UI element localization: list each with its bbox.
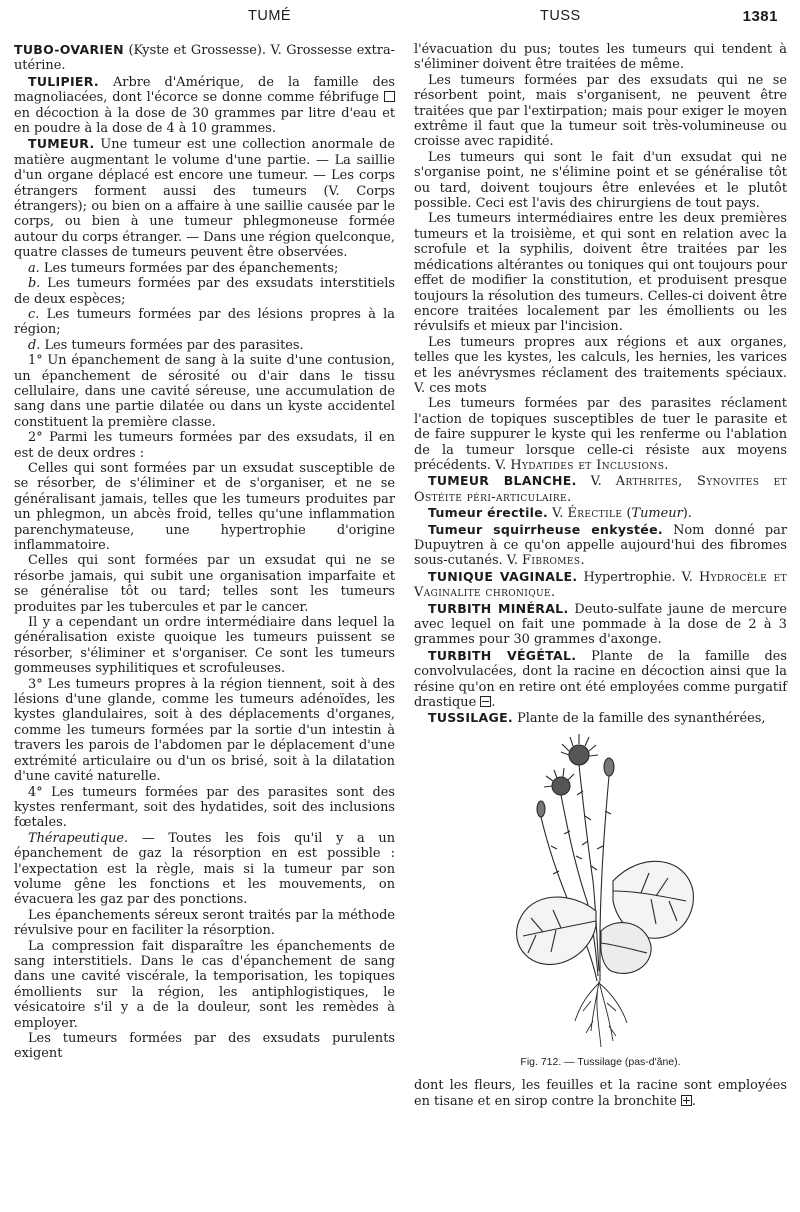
figure-tussilage <box>414 731 787 1070</box>
paragraph-final: dont les fleurs, les feuilles et la racine sont employées en tisane et en sirop contre la bronchite . <box>414 1078 787 1109</box>
entry-tussilage: TUSSILAGE. Plante de la famille des synanthérées, <box>428 710 766 727</box>
paragraph-parasites: Les tumeurs formées par des parasites réclament l'action de topiques susceptibles de tuer le parasite et de faire suppurer le kyste qui les renferme ou l'ablation de la tumeur lorsque celle-ci résiste aux moyens précédents. V. Hydatides et Inclusions. <box>414 396 787 473</box>
plus-square-symbol-icon <box>681 1095 692 1106</box>
class-d: d. Les tumeurs formées par des parasites. <box>28 337 304 353</box>
headword: Tumeur squirrheuse enkystée. <box>428 521 663 537</box>
paragraph-3: 3° Les tumeurs propres à la région tiennent, soit à des lésions d'une glande, comme les tumeurs adénoïdes, les kystes glandulaires, soit à des déplacements d'organes, comme les tumeurs formées par la sortie d'un intestin à travers les parois de l'abdomen par le déplacement d'une extrémité articulaire ou d'un os brisé, soit à la dilatation d'une cavité naturelle. <box>14 676 395 785</box>
paragraph-continued: l'évacuation du pus; toutes les tumeurs qui tendent à s'éliminer doivent être traitées de même. <box>414 42 787 73</box>
minus-square-symbol-icon <box>480 696 491 707</box>
entry-tumeur-erectile: Tumeur érectile. V. Érectile (Tumeur). <box>428 505 692 522</box>
entry-turbith-mineral: TURBITH MINÉRAL. Deuto-sulfate jaune de mercure avec lequel on fait une pommade à la dose de 2 à 3 grammes pour 30 grammes d'axonge. <box>414 600 787 648</box>
square-symbol-icon <box>384 91 395 102</box>
entry-tumeur-blanche: TUMEUR BLANCHE. V. Arthrites, Synovites et Ostéite péri-articulaire. <box>414 473 787 505</box>
entry-tulipier: TULIPIER. Arbre d'Amérique, de la famille des magnoliacées, dont l'écorce se donne comme fébrifuge en décoction à la dose de 30 grammes par litre d'eau et en poudre à la dose de 4 à 10 grammes. <box>14 73 395 137</box>
headword: TUSSILAGE. <box>428 710 513 726</box>
entry-tunique-vaginale: TUNIQUE VAGINALE. Hypertrophie. V. Hydrocèle et Vaginalite chronique. <box>414 568 787 601</box>
class-c: c. Les tumeurs formées par des lésions propres à la région; <box>14 306 395 338</box>
headword: TURBITH VÉGÉTAL. <box>428 647 577 663</box>
paragraph-exsudat: Les tumeurs qui sont le fait d'un exsudat qui ne s'organise point, ne s'élimine point et se généralise tôt ou tard, doivent toujours être enlevées et le plutôt possible. Ceci est l'avis des chirurgiens de tout pays. <box>414 149 787 212</box>
paragraph-2b: Celles qui sont formées par un exsudat qui ne se résorbe jamais, qui subit une organisation imparfaite et se généralise tôt ou tard; telles sont les tumeurs produites par les tubercules et par le cancer. <box>14 553 395 615</box>
therapeutique: Thérapeutique. — Toutes les fois qu'il y a un épanchement de gaz la résorption en est possible : l'expectation est la règle, mais si la tumeur par son volume gêne les fonctions et les mouvements, on évacuera les gaz par des ponctions. <box>14 830 395 908</box>
class-a: a. Les tumeurs formées par des épanchements; <box>28 260 339 276</box>
flower-head-mid <box>544 768 574 795</box>
flower-head-bud <box>537 758 614 817</box>
entry-tubo-ovarien <box>14 42 395 74</box>
class-b: b. Les tumeurs formées par des exsudats interstitiels de deux espèces; <box>14 276 395 307</box>
paragraph-2a: Celles qui sont formées par un exsudat susceptible de se résorber, de s'éliminer et de s'organiser, et ne se généralisant jamais, telles que les tumeurs produites par un phlegmon, un abcès froid, telles qu'une inflammation parenchymateuse, une hypertrophie d'origine inflammatoire. <box>14 460 395 553</box>
running-head-center: TUSS <box>540 8 581 24</box>
headword: TUMEUR. <box>28 136 95 152</box>
paragraph-purulent: Les tumeurs formées par des exsudats purulents exigent <box>14 1031 395 1062</box>
flower-head-top <box>561 734 598 765</box>
paragraph-intermediaires: Les tumeurs intermédiaires entre les deux premières tumeurs et la troisième, et qui sont en relation avec la scrofule et la syphilis, doivent être traitées par les médications altérantes ou toniques qui ont toujours pour effet de modifier la constitution, et produisent presque toujours la résolution des tumeurs. Celles-ci doivent être encore traitées localement par les émollients ou les révulsifs et mieux par l'incision. <box>414 211 787 335</box>
tussilage-plant-illustration <box>501 731 701 1049</box>
headword: Tumeur érectile. <box>428 505 549 521</box>
paragraph-resorb: Les tumeurs formées par des exsudats qui ne se résorbent point, mais s'organisent, ne peuvent être traitées que par l'extirpation; mais pour exiger le moyen extrême il faut que la tumeur soit très-volumineuse ou croisse avec rapidité. <box>414 72 787 150</box>
roots <box>575 981 627 1047</box>
right-column <box>414 42 787 1109</box>
page-number: 1381 <box>742 8 778 25</box>
headword: TURBITH MINÉRAL. <box>428 600 569 616</box>
paragraph-propres: Les tumeurs propres aux régions et aux organes, telles que les kystes, les calculs, les hernies, les varices et les anévrysmes réclament des traitements spéciaux. V. ces mots <box>414 334 787 396</box>
entry-turbith-vegetal: TURBITH VÉGÉTAL. Plante de la famille des convolvulacées, dont la racine en décoction ainsi que la résine qu'on en retire ont été employées comme purgatif drastique . <box>414 647 787 711</box>
headword: TUNIQUE VAGINALE. <box>428 568 578 584</box>
paragraph-2: 2° Parmi les tumeurs formées par des exsudats, il en est de deux ordres : <box>14 430 395 461</box>
running-head-left: TUMÉ <box>248 8 292 24</box>
paragraph-2c: Il y a cependant un ordre intermédiaire dans lequel la généralisation existe quoique les tumeurs puissent se résorber, s'éliminer et s'organiser. Ce sont les tumeurs gommeuses syphilitiques et scrofuleuses. <box>14 615 395 677</box>
paragraph-serous: Les épanchements séreux seront traités par la méthode révulsive pour en faciliter la résorption. <box>14 907 395 939</box>
headword: TULIPIER. <box>28 73 99 89</box>
left-column <box>14 42 395 1062</box>
headword: TUBO-OVARIEN <box>14 42 124 57</box>
headword: TUMEUR BLANCHE. <box>428 473 577 489</box>
entry-tumeur: TUMEUR. Une tumeur est une collection anormale de matière augmentant le volume d'une partie. — La saillie d'un organe déplacé est encore une tumeur. — Les corps étrangers forment aussi des tumeurs (V. Corps étrangers); ou bien on a affaire à une saillie causée par le corps, ou bien à une tumeur phlegmoneuse formée autour du corps étranger. — Dans une région quelconque, quatre classes de tumeurs peuvent être observées. <box>14 136 395 261</box>
entry-text: (Kyste et Grossesse). V. Grossesse extra-utérine. <box>14 43 395 74</box>
paragraph-compression: La compression fait disparaître les épanchements de sang interstitiels. Dans le cas d'épanchement de sang dans une cavité viscérale, la temporisation, les topiques émollients sur la région, les antiphlogistiques, le vésicatoire s'il y a de la douleur, sont les remèdes à employer. <box>14 938 395 1031</box>
figure-caption: Fig. 712. — Tussilage (pas-d'âne). <box>520 1055 681 1068</box>
paragraph-4: 4° Les tumeurs formées par des parasites sont des kystes renfermant, soit des hydatides, soit des inclusions fœtales. <box>14 784 395 831</box>
paragraph-1: 1° Un épanchement de sang à la suite d'une contusion, un épanchement de sérosité ou d'air dans le tissu cellulaire, dans une cavité séreuse, une accumulation de sang dans une partie dilatée ou dans un kyste accidentel constituent la première classe. <box>14 353 395 430</box>
entry-tumeur-squirrheuse: Tumeur squirrheuse enkystée. Nom donné par Dupuytren à ce qu'on appelle aujourd'hui des fibromes sous-cutanés. V. Fibromes. <box>414 521 787 569</box>
